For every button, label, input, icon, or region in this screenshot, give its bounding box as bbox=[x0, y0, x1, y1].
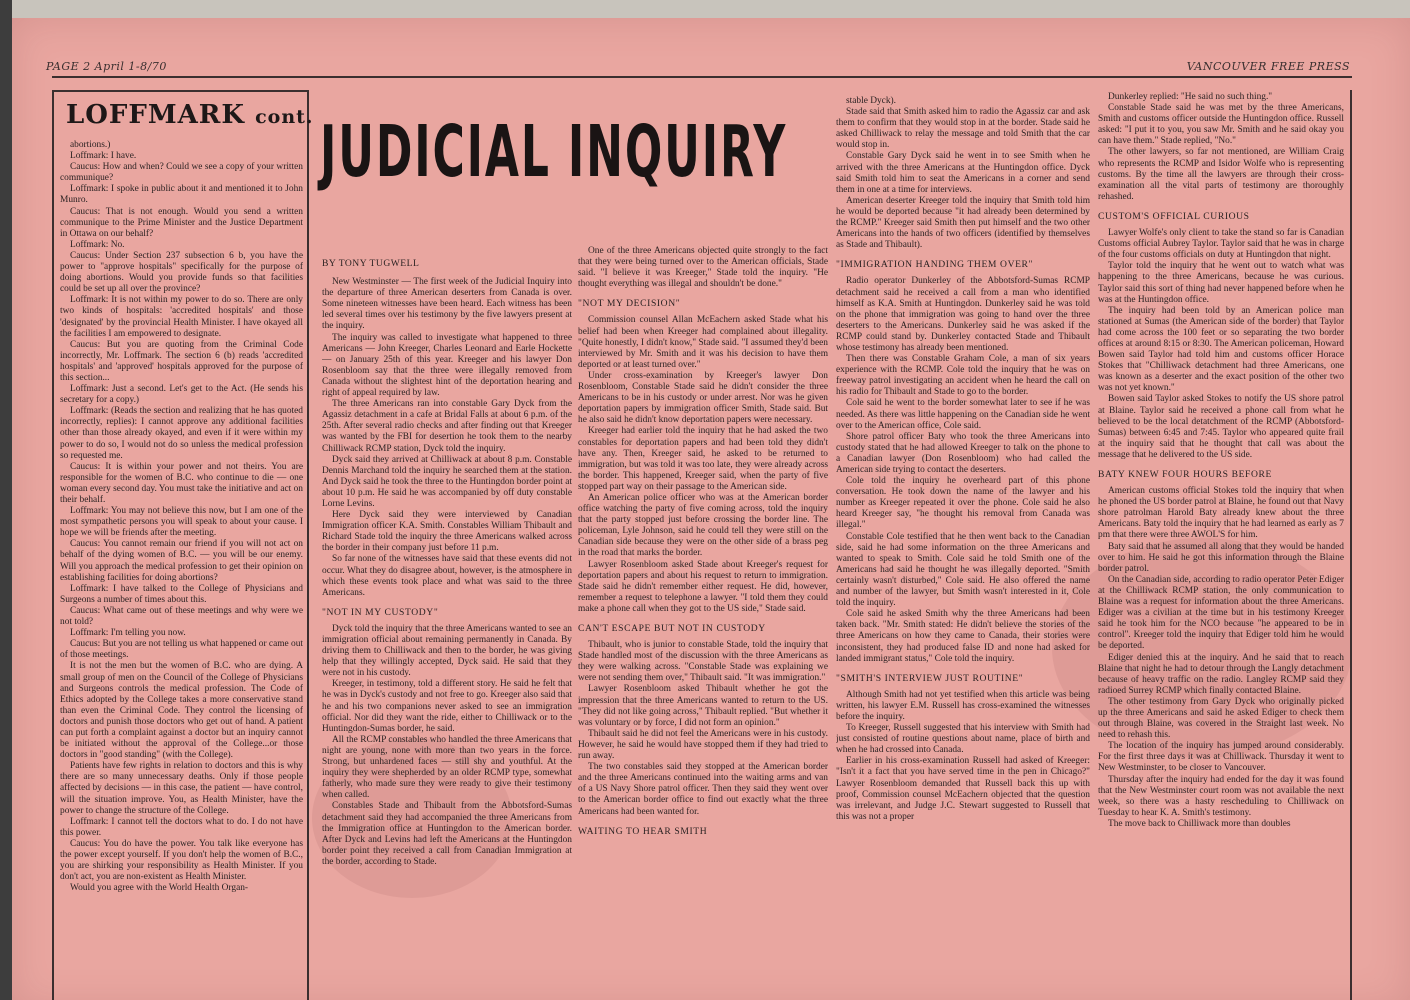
article-paragraph: Lawyer Rosenbloom asked Stade about Kreeger's request for deportation papers and about his request to return to immigration. Stade said he didn't remember either request. He did, however, remember a request to telephone a lawyer. "I told them they could make a phone call when they got to the US side," Stade said. bbox=[578, 559, 828, 614]
article-paragraph: Here Dyck said they were interviewed by Canadian Immigration officer K.A. Smith. Constables William Thibault and Richard Stade told the inquiry the three Americans walked across the border in their company just before 11 p.m. bbox=[322, 510, 572, 554]
sidebar-paragraph: Loffmark: Just a second. Let's get to the Act. (He sends his secretary for a copy.) bbox=[60, 384, 303, 406]
sidebar-paragraph: Caucus: That is not enough. Would you send a written communique to the Prime Minister and the Justice Department in Ottawa on our behalf? bbox=[60, 206, 303, 239]
article-paragraph: Constables Stade and Thibault from the Abbotsford-Sumas detachment said they had accompanied the three Americans from the Immigration office at Huntingdon to the American border. After Dyck and Levins had left the Americans at the Huntingdon border point they received a call from Canadian Immigration at the border, according to Stade. bbox=[322, 801, 572, 867]
sidebar-paragraph: Loffmark: I'm telling you now. bbox=[70, 628, 186, 639]
sidebar-paragraph: Loffmark: You may not believe this now, but I am one of the most sympathetic persons you will speak to about your cause. I hope we will be friends after the meeting. bbox=[60, 506, 303, 539]
article-subhead: "NOT IN MY CUSTODY" bbox=[322, 606, 439, 618]
article-paragraph: So far none of the witnesses have said that these events did not occur. What they do disagree about, however, is the atmosphere in which these events took place and what was said to the three Americans. bbox=[322, 554, 572, 598]
sidebar-title-suffix: cont. bbox=[255, 106, 314, 128]
sidebar-paragraph: Loffmark: I have talked to the College of Physicians and Surgeons a number of times about this. bbox=[60, 583, 303, 605]
article-column-2 bbox=[578, 246, 828, 1000]
article-paragraph: Bowen said Taylor asked Stokes to notify the US shore patrol at Blaine. Taylor said he received a phone call from what he believed to be the local detatchment of the RCMP (Abbotsford-Sumas) between 6:45 and 7:45. Taylor who appeared quite frail at the inquiry said that he thought that call was about the message that he delivered to the US side. bbox=[1098, 394, 1344, 460]
sidebar-right-rule bbox=[307, 90, 309, 1000]
sidebar-paragraph: Caucus: But you are quoting from the Criminal Code incorrectly, Mr. Loffmark. The section 6 (b) reads 'accredited hospitals' and 'approved' hospitals approved for the purpose of this section... bbox=[60, 339, 303, 383]
article-headline: JUDICIAL INQUIRY bbox=[320, 110, 788, 193]
sidebar-top-rule bbox=[52, 90, 309, 92]
article-column-4 bbox=[1098, 92, 1344, 1000]
article-paragraph: American customs official Stokes told the inquiry that when he phoned the US border patrol at Blaine, he found out that Navy shore patrolman Harold Baty already knew about the three Americans. Baty told the inquiry that he had learned as early as 7 pm that there were three AWOL'S for him. bbox=[1098, 486, 1344, 541]
article-column-1 bbox=[322, 258, 572, 1000]
article-paragraph: Radio operator Dunkerley of the Abbotsford-Sumas RCMP detachment said he received a call from a man who identified himself as K.A. Smith at Huntingdon. Dunkerley said he was told on the phone that immigration was going to hand over the three deserters to the Americans. Dunkerley said he was asked if the RCMP could stand by. Dunkerley contacted Stade and Thibault whose testimony has already been mentioned. bbox=[836, 276, 1090, 353]
page-folio-right: VANCOUVER FREE PRESS bbox=[1186, 60, 1350, 73]
article-byline: BY TONY TUGWELL bbox=[322, 258, 420, 269]
article-subhead: "SMITH'S INTERVIEW JUST ROUTINE" bbox=[836, 672, 1024, 684]
article-paragraph: Stade said that Smith asked him to radio the Agassiz car and ask them to confirm that they would stop in at the border. Stade said he asked Chilliwack to relay the message and told Smith that the car would stop in. bbox=[836, 107, 1090, 151]
top-rule bbox=[52, 76, 1352, 78]
article-paragraph: Kreeger, in testimony, told a different story. He said he felt that he was in Dyck's custody and not free to go. Kreeger also said that he and his two companions never asked to see an immigration official. Nor did they want the ride, either to Chilliwack or to the Huntingdon-Sumas border, he said. bbox=[322, 679, 572, 734]
article-paragraph: Commission counsel Allan McEachern asked Stade what his belief had been when Kreeger had complained about illegality. "Quite honestly, I didn't know," Stade said. "I assumed they'd been interviewed by Mr. Smith and it was his decision to have them deported or at least turned over." bbox=[578, 315, 828, 370]
article-paragraph: Taylor told the inquiry that he went out to watch what was happening to the three Americans, because he was curious. Taylor said this sort of thing had never happened before when he was at the Huntingdon office. bbox=[1098, 261, 1344, 305]
article-paragraph: The inquiry was called to investigate what happened to three Americans — John Kreeger, Charles Leonard and Earle Hockette — on January 25th of this year. Kreeger and his lawyer Don Rosenbloom say that the three were illegally removed from Canada without the slightest hint of the deportation hearing and right of appeal required by law. bbox=[322, 332, 572, 399]
article-paragraph: Kreeger had earlier told the inquiry that he had asked the two constables for deportation papers and had been told they didn't have any. Then, Kreeger said, he asked to be returned to immigration, but was told it was too late, they were already across the border. This happened, Kreeger said, when the party of five stopped part way on their passage to the American side. bbox=[578, 426, 828, 492]
article-paragraph: Dyck said they arrived at Chilliwack at about 8 p.m. Constable Dennis Marchand told the inquiry he searched them at the station. And Dyck said he took the three to the Huntingdon border point at about 10 p.m. He said he was accompanied by off duty constable Lorne Levins. bbox=[322, 454, 572, 509]
sidebar-paragraph: Loffmark: I spoke in public about it and mentioned it to John Munro. bbox=[60, 184, 303, 206]
article-paragraph: Thibault, who is junior to constable Stade, told the inquiry that Stade handled most of the discussion with the three Americans as they were walking across. "Constable Stade was explaining we were not sending them over," Thibault said. "It was immigration." bbox=[578, 640, 828, 684]
article-paragraph: American deserter Kreeger told the inquiry that Smith told him he would be deported because "it had already been determined by the RCMP." Kreeger said Smith then put himself and the two other Americans into the hands of two officers (identified by themselves as Stade and Thibault). bbox=[836, 195, 1090, 251]
article-paragraph: The other testimony from Gary Dyck who originally picked up the three Americans and said he asked Ediger to check them out through Blaine, was covered in the Straight last week. No need to rehash this. bbox=[1098, 696, 1344, 741]
article-paragraph: Although Smith had not yet testified when this article was being written, his lawyer E.M. Russell has cross-examined the witnesses before the inquiry. bbox=[836, 689, 1090, 722]
sidebar-paragraph: abortions.) bbox=[70, 140, 111, 150]
article-paragraph: Lawyer Wolfe's only client to take the stand so far is Canadian Customs official Aubrey Taylor. Taylor said that he was in charge of the four customs officials on duty at Huntingdon that night. bbox=[1098, 228, 1344, 261]
article-paragraph: Dyck told the inquiry that the three Americans wanted to see an immigration official about remaining permanently in Canada. By driving them to Chilliwack and then to the border, he was giving help that they willingly accepted, Dyck said. He said that they were not in his custody. bbox=[322, 623, 572, 679]
article-paragraph: Constable Cole testified that he then went back to the Canadian side, said he had some information on the three Americans and wanted to speak to Smith. Cole said he told Smith one of the Americans had said he thought he was illegally deported. "Smith certainly wasn't disturbed," Cole said. He also offered the name and number of the lawyer, but Smith wasn't interested in it, Cole told the inquiry. bbox=[836, 531, 1090, 609]
sidebar-title-text: LOFFMARK bbox=[66, 100, 246, 130]
sidebar-paragraph: Would you agree with the World Health Organ- bbox=[70, 883, 249, 894]
sidebar-paragraph: Caucus: You cannot remain our friend if you will not act on behalf of the dying women of B.C. — you will be our enemy. Will you approach the medical profession to get their opinion on establishing facilities for doing abortions? bbox=[60, 539, 303, 583]
article-paragraph: Cole said he went to the border somewhat later to see if he was needed. As there was little happening on the Canadian side he went over to the American office, Cole said. bbox=[836, 398, 1090, 431]
sidebar-paragraph: Caucus: It is within your power and not theirs. You are responsible for the women of B.C. who continue to die — one woman every second day. You must take the initiative and act on their behalf. bbox=[60, 461, 303, 505]
article-paragraph: stable Dyck). bbox=[846, 96, 896, 106]
article-paragraph: The move back to Chilliwack more than doubles bbox=[1108, 818, 1291, 829]
page-right-rule bbox=[1350, 90, 1352, 1000]
article-subhead: BATY KNEW FOUR HOURS BEFORE bbox=[1098, 469, 1272, 480]
sidebar-paragraph: Patients have few rights in relation to doctors and this is why there are so many unnecessary deaths. Only if those people affected by decisions — in this case, the patient — have control, will the situation improve. You, as Health Minister, have the power to change the structure of the College. bbox=[60, 761, 303, 816]
article-paragraph: Ediger denied this at the inquiry. And he said that to reach Blaine that night he had to detour through the Langly detachment because of heavy traffic on the radio. Langley RCMP said they radioed Surrey RCMP which finally contacted Blaine. bbox=[1098, 652, 1344, 696]
article-subhead: WAITING TO HEAR SMITH bbox=[578, 825, 708, 837]
article-paragraph: An American police officer who was at the American border office watching the party of five coming across, told the inquiry that the party stopped just before crossing the border line. The policeman, Lyle Johnson, said he could tell they were still on the Canadian side because they were on the other side of a brass peg in the road that marks the border. bbox=[578, 492, 828, 559]
article-paragraph: The two constables said they stopped at the American border and the three Americans continued into the waiting arms and van of a US Navy Shore patrol officer. Then they said they went over to the American border office to find out exactly what the three Americans had been wanted for. bbox=[578, 762, 828, 817]
article-paragraph: Earlier in his cross-examination Russell had asked of Kreeger: "Isn't it a fact that you have served time in the pen in Chicago?" Lawyer Rosenbloom demanded that Russell back this up with proof, Commission counsel McEachern objected that the question was irrelevant, and Judge J.C. Stewart suggested to Russell that this was not a proper bbox=[836, 756, 1090, 822]
article-paragraph: The three Americans ran into constable Gary Dyck from the Agassiz detachment in a cafe at Bridal Falls at about 6 p.m. of the 25th. After several radio checks and after finding out that Kreeger was wanted by the FBI for desertion he took them to the nearby Chilliwack RCMP station, Dyck told the inquiry. bbox=[322, 399, 572, 454]
sidebar-title bbox=[66, 100, 314, 130]
article-column-3 bbox=[836, 96, 1090, 1000]
article-paragraph: Then there was Constable Graham Cole, a man of six years experience with the RCMP. Cole told the inquiry that he was on freeway patrol investigating an accident when he heard the call on his radio for Thibault and Stade to go to the border. bbox=[836, 354, 1090, 398]
article-paragraph: Cole told the inquiry he overheard part of this phone conversation. He took down the name of the lawyer and his number as Kreeger repeated it over the phone. Cole said he also heard Kreeger say, "he thought his removal from Canada was illegal." bbox=[836, 476, 1090, 531]
article-paragraph: New Westminster — The first week of the Judicial Inquiry into the departure of three American deserters from Canada is over. Some nineteen witnesses have been heard. Each witness has been led several times over his testimony by the five lawyers present at the inquiry. bbox=[322, 277, 572, 332]
article-paragraph: Thursday after the inquiry had ended for the day it was found that the New Westminster court room was not available the next week, so there was a hasty rescheduling to Chilliwack on Tuesday to hear K. A. Smith's testimony. bbox=[1098, 774, 1344, 818]
article-paragraph: One of the three Americans objected quite strongly to the fact that they were being turned over to the American officials, Stade said. "I believe it was Kreeger," Stade told the inquiry. "He thought everything was illegal and shouldn't be done." bbox=[578, 246, 828, 290]
article-paragraph: Under cross-examination by Kreeger's lawyer Don Rosenbloom, Constable Stade said he didn't consider the three Americans to be in his custody or under arrest. Nor was he given deportation papers by immigration officer Smith, Stade said. But he also said he didn't know deportation papers were necessary. bbox=[578, 370, 828, 426]
article-paragraph: The location of the inquiry has jumped around considerably. For the first three days it was at Chilliwack. Thursday it went to New Westminster, to be closer to Vancouver. bbox=[1098, 741, 1344, 774]
article-subhead: CUSTOM'S OFFICIAL CURIOUS bbox=[1098, 210, 1250, 222]
sidebar-paragraph: Caucus: What came out of these meetings and why were we not told? bbox=[60, 605, 303, 628]
article-paragraph: Cole said he asked Smith why the three Americans had been taken back. "Mr. Smith stated: He didn't believe the stories of the three Americans on how they came to Canada, their stories were inconsistent, they had produced false ID and none had asked for landed immigrant status," Cole told the inquiry. bbox=[836, 609, 1090, 664]
sidebar-paragraph: Caucus: You do have the power. You talk like everyone has the power except yourself. If you don't help the women of B.C., you are shirking your responsibility as Health Minister. If you don't act, you are non-existent as Health Minister. bbox=[60, 838, 303, 883]
sidebar-paragraph: It is not the men but the women of B.C. who are dying. A small group of men on the Council of the College of Physicians and Surgeons controls the medical profession. The Code of Ethics adopted by the College takes a more conservative stand than even the Criminal Code. They control the licensing of doctors and punish those doctors who get out of hand. A patient can put forth a complaint against a doctor but an inquiry cannot be initiated without the approval of the College...or those doctors in "good standing" (with the College). bbox=[60, 661, 303, 761]
page-folio-left: PAGE 2 April 1-8/70 bbox=[46, 60, 167, 73]
sidebar-paragraph: Loffmark: I have. bbox=[70, 151, 137, 162]
sidebar-paragraph: Caucus: Under Section 237 subsection 6 b, you have the power to "approve hospitals" specifically for the purpose of doing abortions. Would you provide funds so that facilities could be set up all over the province? bbox=[60, 250, 303, 295]
article-paragraph: Shore patrol officer Baty who took the three Americans into custody stated that he had allowed Kreeger to talk on the phone to a Canadian lawyer (Don Rosenbloom) who had called the American side trying to contact the deserters. bbox=[836, 431, 1090, 475]
sidebar-paragraph: Caucus: How and when? Could we see a copy of your written communique? bbox=[60, 162, 303, 184]
sidebar-left-rule bbox=[52, 90, 54, 1000]
sidebar-paragraph: Loffmark: It is not within my power to do so. There are only two kinds of hospitals: 'accredited hospitals' and those 'designated' by the provincial Health Minister. I have okayed all the facilities I am empowered to designate. bbox=[60, 295, 303, 339]
article-paragraph: All the RCMP constables who handled the three Americans that night are young, none with more than two years in the force. Strong, but unhardened faces — still shy and youthful. At the inquiry they were shepherded by an older RCMP type, somewhat fatherly, who made sure they were ready to give their testimony when called. bbox=[322, 734, 572, 801]
article-paragraph: The other lawyers, so far not mentioned, are William Craig who represents the RCMP and Isidor Wolfe who is representing customs. By the time all the lawyers are through their cross-examination all the vital parts of testimony are thoroughly rehashed. bbox=[1098, 147, 1344, 202]
article-paragraph: Constable Gary Dyck said he went in to see Smith when he arrived with the three Americans at the Huntingdon office. Dyck said Smith told him to seat the Americans in a corner and send them in one at a time for interviews. bbox=[836, 151, 1090, 195]
article-subhead: "IMMIGRATION HANDING THEM OVER" bbox=[836, 259, 1034, 271]
sidebar-paragraph: Loffmark: (Reads the section and realizing that he has quoted incorrectly, replies): I cannot approve any additional facilities other than those already okayed, and even if it were within my power to do so, I would not do so unless the medical profession so requested me. bbox=[60, 406, 303, 461]
article-paragraph: Dunkerley replied: "He said no such thing." bbox=[1108, 92, 1273, 102]
article-paragraph: The inquiry had been told by an American police man stationed at Sumas (the American side of the border) that Taylor had come across the 100 feet or so separating the two border offices at around 8:15 or 8:30. The American policeman, Howard Bowen said Taylor had told him and customs officer Horace Stokes that "Chilliwack detachment had three Americans, one was known as a deserter and the exact position of the other two was not yet known." bbox=[1098, 305, 1344, 394]
sidebar-paragraph: Loffmark: I cannot tell the doctors what to do. I do not have this power. bbox=[60, 816, 303, 838]
article-subhead: "NOT MY DECISION" bbox=[578, 298, 681, 310]
article-subhead: CAN'T ESCAPE BUT NOT IN CUSTODY bbox=[578, 623, 766, 634]
sidebar-paragraph: Loffmark: No. bbox=[70, 239, 125, 250]
article-paragraph: Constable Stade said he was met by the three Americans, Smith and customs officer outside the Huntingdon office. Russell asked: "I put it to you, you saw Mr. Smith and he said okay you can have them." Stade replied, "No." bbox=[1098, 103, 1344, 147]
article-paragraph: To Kreeger, Russell suggested that his interview with Smith had just consisted of routine questions about name, place of birth and when he had crossed into Canada. bbox=[836, 723, 1090, 756]
article-paragraph: Thibault said he did not feel the Americans were in his custody. However, he said he would have stopped them if they had tried to run away. bbox=[578, 728, 828, 762]
article-paragraph: On the Canadian side, according to radio operator Peter Ediger at the Chilliwack RCMP station, the only communication to Blaine was a request for information about the three Americans. Ediger was a civilian at the time but in his testimony Kreeger said he took him for the NCO because "he appeared to be in control". Kreeger told the inquiry that Ediger told him he would be deported. bbox=[1098, 574, 1344, 652]
sidebar-paragraph: Caucus: But you are not telling us what happened or came out of those meetings. bbox=[60, 639, 303, 661]
sidebar-text-column bbox=[60, 140, 303, 1000]
article-paragraph: Baty said that he assumed all along that they would be handed over to him. He said he got this information through the Blaine border patrol. bbox=[1098, 541, 1344, 574]
article-paragraph: Lawyer Rosenbloom asked Thibault whether he got the impression that the three Americans wanted to return to the US. "They did not like going across," Thibault replied. "But whether it was voluntary or by force, I did not form an opinion." bbox=[578, 684, 828, 728]
